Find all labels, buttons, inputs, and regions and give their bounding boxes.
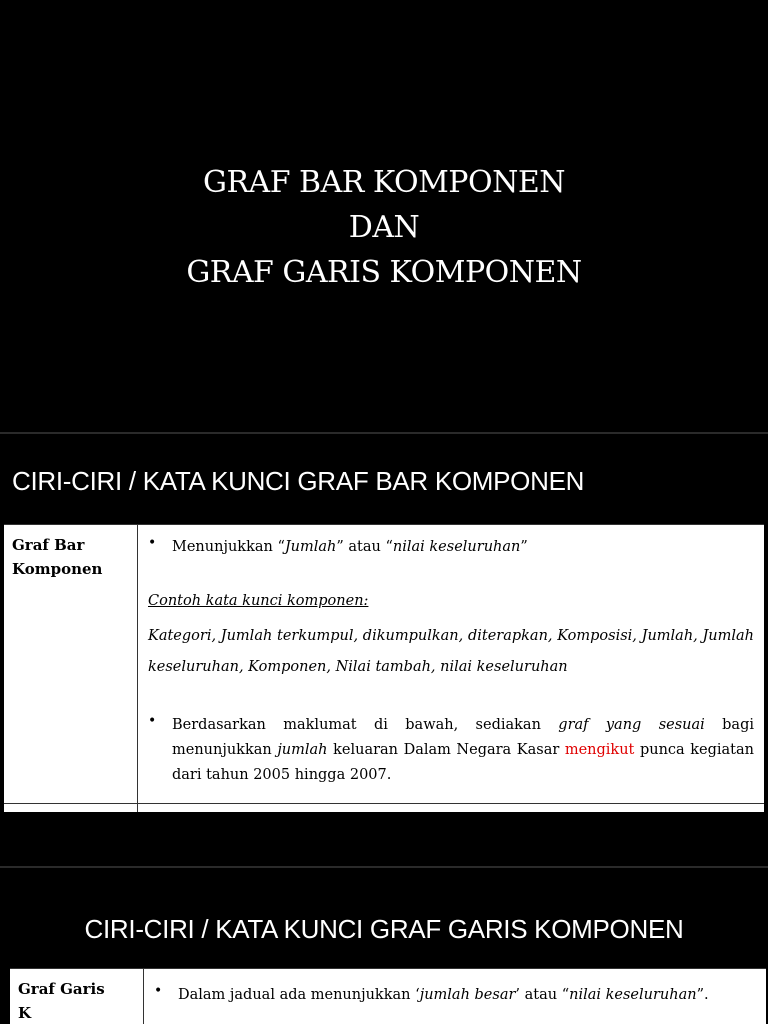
bullet-item	[154, 983, 756, 1008]
slide-heading: CIRI-CIRI / KATA KUNCI GRAF BAR KOMPONEN	[12, 466, 585, 496]
line-component-slide	[0, 868, 768, 1024]
keywords-body: Kategori, Jumlah terkumpul, dikumpulkan, diterapkan, Komposisi, Jumlah, Jumlah keseluruhan, Komponen, Nilai tambah, nilai keseluruhan	[148, 628, 754, 675]
label-line-2: K	[18, 1004, 32, 1022]
label-line-1: Graf Bar	[12, 536, 85, 554]
slide-heading: CIRI-CIRI / KATA KUNCI GRAF GARIS KOMPONEN	[84, 914, 684, 944]
bullet-text: Menunjukkan “Jumlah” atau “nilai keseluruhan”	[172, 539, 528, 555]
table-label-cell	[10, 968, 144, 1024]
table-content-cell	[144, 968, 766, 1024]
title-line-2: DAN	[348, 210, 420, 245]
label-line-1: Graf Garis	[18, 980, 105, 998]
bullet-item	[148, 713, 754, 788]
slide-title	[0, 160, 768, 295]
title-line-1: GRAF BAR KOMPONEN	[202, 165, 565, 200]
bullet-dot-icon: •	[154, 983, 163, 999]
bullet-text: Berdasarkan maklumat di bawah, sediakan graf yang sesuai bagi menunjukkan jumlah keluaran Dalam Negara Kasar mengikut punca kegiatan dari tahun 2005 hingga 2007.	[172, 717, 754, 783]
keywords-heading: Contoh kata kunci komponen:	[148, 593, 369, 609]
bullet-dot-icon: •	[148, 535, 157, 551]
bullet-text: Dalam jadual ada menunjukkan ‘jumlah besar’ atau “nilai keseluruhan”.	[178, 987, 709, 1003]
keyword-table	[10, 968, 766, 1024]
table-label-cell	[4, 524, 138, 812]
bar-component-slide	[0, 434, 768, 866]
label-line-2: Komponen	[12, 560, 103, 578]
table-content-cell	[138, 524, 764, 812]
table-bottom-border	[4, 803, 764, 804]
bullet-item	[148, 535, 754, 560]
title-slide	[0, 0, 768, 432]
highlight-word: mengikut	[564, 742, 635, 758]
title-line-3: GRAF GARIS KOMPONEN	[186, 255, 582, 290]
keyword-table	[4, 524, 764, 812]
bullet-dot-icon: •	[148, 713, 157, 729]
